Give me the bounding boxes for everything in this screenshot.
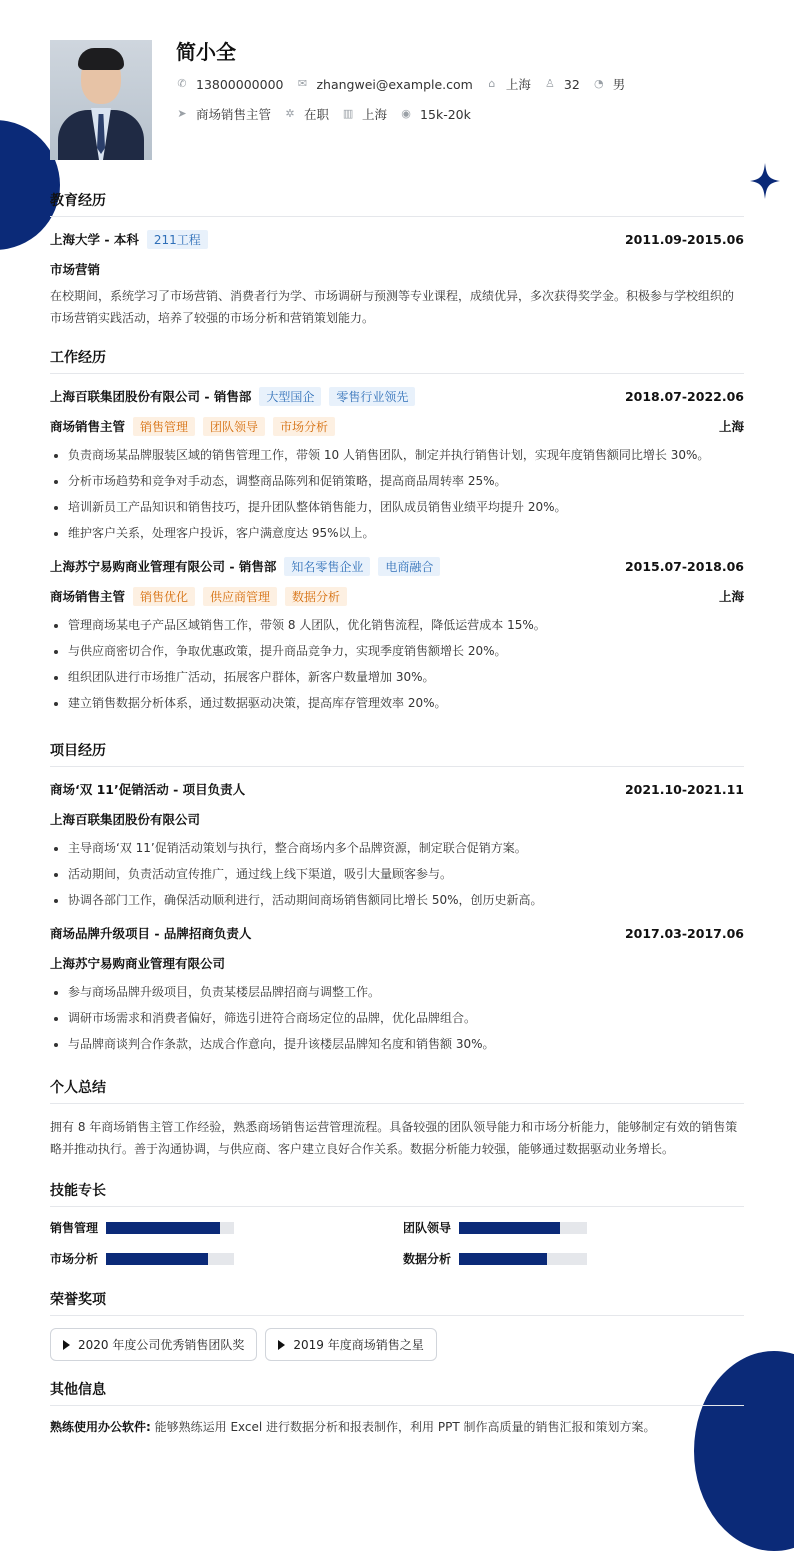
avatar — [50, 40, 152, 160]
award-item — [50, 1328, 257, 1361]
skill-tag: 市场分析 — [273, 417, 335, 436]
list-item: • 分析市场趋势和竞争对手动态，调整商品陈列和促销策略，提高商品周转率 25%。 — [68, 468, 744, 494]
company-name: 上海百联集团股份有限公司 - 销售部 — [50, 389, 252, 404]
section-title: 教育经历 — [50, 190, 744, 217]
email: zhangwei@example.com — [316, 76, 473, 92]
age-icon: ♙ — [544, 77, 555, 90]
other-label: 熟练使用办公软件: — [50, 1420, 151, 1434]
skill-item — [50, 1219, 403, 1236]
expected-city: 上海 — [362, 107, 388, 122]
work-date: 2018.07-2022.06 — [624, 388, 744, 404]
work-entry — [50, 556, 744, 716]
project-section — [50, 740, 744, 1057]
award-item — [265, 1328, 436, 1361]
skill-bar-fill — [106, 1222, 220, 1234]
list-item: • 组织团队进行市场推广活动，拓展客户群体，新客户数量增加 30%。 — [68, 664, 744, 690]
list-item: • 建立销售数据分析体系，通过数据驱动决策，提高库存管理效率 20%。 — [68, 690, 744, 716]
company-tag: 知名零售企业 — [284, 557, 370, 576]
project-company: 上海苏宁易购商业管理有限公司 — [50, 956, 226, 971]
sparkle-icon — [750, 163, 780, 199]
award-label: 2020 年度公司优秀销售团队奖 — [78, 1338, 245, 1352]
skill-item — [50, 1250, 403, 1267]
section-title: 荣誉奖项 — [50, 1289, 744, 1316]
company-tag: 零售行业领先 — [329, 387, 415, 406]
project-company: 上海百联集团股份有限公司 — [50, 812, 201, 827]
skill-bar — [106, 1222, 234, 1234]
job-role: 商场销售主管 — [50, 419, 126, 434]
mail-icon: ✉ — [297, 77, 308, 90]
project-entry — [50, 923, 744, 1057]
salary-icon: ◉ — [401, 107, 411, 120]
summary-section — [50, 1077, 744, 1160]
work-location: 上海 — [718, 419, 744, 434]
candidate-name: 简小全 — [176, 40, 236, 64]
phone: 13800000000 — [196, 76, 284, 92]
skill-item — [403, 1219, 744, 1236]
list-item: • 主导商场‘双 11’促销活动策划与执行，整合商场内多个品牌资源，制定联合促销方案。 — [68, 835, 744, 861]
work-section — [50, 347, 744, 716]
company-tag: 电商融合 — [378, 557, 440, 576]
work-bullets — [50, 612, 744, 716]
summary-text: 拥有 8 年商场销售主管工作经验，熟悉商场销售运营管理流程。具备较强的团队领导能力和市场分析能力，能够制定有效的销售策略并推动执行。善于沟通协调，与供应商、客户建立良好合作关系。数据分析能力较强，能够通过数据驱动业务增长。 — [50, 1120, 738, 1156]
list-item: • 负责商场某品牌服装区域的销售管理工作，带领 10 人销售团队，制定并执行销售计划，实现年度销售额同比增长 30%。 — [68, 442, 744, 468]
skills-section — [50, 1180, 744, 1267]
project-name: 商场‘双 11’促销活动 - 项目负责人 — [50, 782, 246, 797]
list-item: • 协调各部门工作，确保活动顺利进行，活动期间商场销售额同比增长 50%，创历史新高。 — [68, 887, 744, 913]
company-name: 上海苏宁易购商业管理有限公司 - 销售部 — [50, 559, 277, 574]
skill-name: 团队领导 — [403, 1221, 452, 1235]
target-position: 商场销售主管 — [196, 107, 272, 122]
project-bullets — [50, 979, 744, 1057]
skill-tag: 销售优化 — [133, 587, 195, 606]
school-name: 上海大学 - 本科 — [50, 232, 139, 247]
gender-icon: ◔ — [593, 77, 604, 90]
other-section — [50, 1379, 744, 1435]
resume-page — [50, 40, 744, 1435]
section-title: 项目经历 — [50, 740, 744, 767]
phone-icon: ✆ — [177, 77, 187, 90]
skill-name: 市场分析 — [50, 1252, 99, 1266]
work-entry — [50, 386, 744, 546]
list-item: • 培训新员工产品知识和销售技巧，提升团队整体销售能力，团队成员销售业绩平均提升 20%。 — [68, 494, 744, 520]
section-title: 技能专长 — [50, 1180, 744, 1207]
project-date: 2021.10-2021.11 — [624, 781, 744, 797]
skill-bar-fill — [459, 1253, 547, 1265]
list-item: • 活动期间，负责活动宣传推广，通过线上线下渠道，吸引大量顾客参与。 — [68, 861, 744, 887]
section-title: 个人总结 — [50, 1077, 744, 1104]
award-label: 2019 年度商场销售之星 — [293, 1338, 424, 1352]
list-item: • 与供应商密切合作，争取优惠政策，提升商品竞争力，实现季度销售额增长 20%。 — [68, 638, 744, 664]
list-item: • 维护客户关系，处理客户投诉，客户满意度达 95%以上。 — [68, 520, 744, 546]
profile-header — [50, 40, 744, 160]
work-bullets — [50, 442, 744, 546]
skill-bar — [459, 1222, 587, 1234]
edu-description: 在校期间，系统学习了市场营销、消费者行为学、市场调研与预测等专业课程，成绩优异，多次获得奖学金。积极参与学校组织的市场营销实践活动，培养了较强的市场分析和营销策划能力。 — [50, 289, 735, 325]
skill-bar — [459, 1253, 587, 1265]
section-title: 工作经历 — [50, 347, 744, 374]
education-section — [50, 190, 744, 329]
city: 上海 — [505, 77, 531, 92]
building-icon: ▥ — [342, 107, 354, 120]
work-date: 2015.07-2018.06 — [624, 558, 744, 574]
project-name: 商场品牌升级项目 - 品牌招商负责人 — [50, 926, 252, 941]
skill-tag: 数据分析 — [285, 587, 347, 606]
age: 32 — [563, 76, 580, 92]
project-entry — [50, 779, 744, 913]
project-date: 2017.03-2017.06 — [624, 925, 744, 941]
skill-name: 数据分析 — [403, 1252, 452, 1266]
skill-bar-fill — [459, 1222, 560, 1234]
skill-bar — [106, 1253, 234, 1265]
company-tag: 大型国企 — [259, 387, 321, 406]
skill-tag: 销售管理 — [133, 417, 195, 436]
caret-right-icon — [63, 1340, 70, 1350]
section-title: 其他信息 — [50, 1379, 744, 1406]
other-text: 能够熟练运用 Excel 进行数据分析和报表制作，利用 PPT 制作高质量的销售汇报和策划方案。 — [154, 1420, 656, 1434]
job-role: 商场销售主管 — [50, 589, 126, 604]
job-status: 在职 — [304, 107, 330, 122]
skill-name: 销售管理 — [50, 1221, 99, 1235]
major: 市场营销 — [50, 262, 101, 277]
edu-date: 2011.09-2015.06 — [624, 231, 744, 247]
list-item: • 与品牌商谈判合作条款，达成合作意向，提升该楼层品牌知名度和销售额 30%。 — [68, 1031, 744, 1057]
home-icon: ⌂ — [488, 77, 496, 90]
list-item: • 管理商场某电子产品区域销售工作，带领 8 人团队，优化销售流程，降低运营成本 15%。 — [68, 612, 744, 638]
work-location: 上海 — [718, 589, 744, 604]
skill-bar-fill — [106, 1253, 208, 1265]
other-info — [50, 1418, 744, 1435]
list-item: • 调研市场需求和消费者偏好，筛选引进符合商场定位的品牌，优化品牌组合。 — [68, 1005, 744, 1031]
skill-item — [403, 1250, 744, 1267]
project-bullets — [50, 835, 744, 913]
gender: 男 — [612, 77, 626, 92]
skills-grid — [50, 1219, 744, 1267]
skill-tag: 供应商管理 — [203, 587, 277, 606]
caret-right-icon — [278, 1340, 285, 1350]
profile-info — [176, 40, 638, 160]
expected-salary: 15k-20k — [420, 106, 471, 122]
awards-section — [50, 1289, 744, 1361]
status-icon: ✲ — [285, 107, 295, 120]
school-tag: 211工程 — [147, 230, 208, 249]
skill-tag: 团队领导 — [203, 417, 265, 436]
list-item: • 参与商场品牌升级项目，负责某楼层品牌招商与调整工作。 — [68, 979, 744, 1005]
send-icon: ➤ — [177, 107, 187, 120]
